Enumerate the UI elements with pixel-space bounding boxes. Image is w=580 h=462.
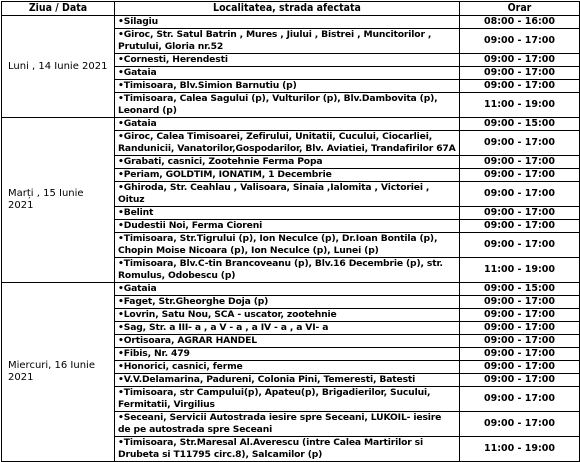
time-cell: 11:00 - 19:00 xyxy=(460,258,580,283)
time-cell: 08:00 - 16:00 xyxy=(460,16,580,29)
time-cell: 09:00 - 17:00 xyxy=(460,220,580,233)
location-cell: •Sag, Str. a III- a , a V - a , a IV - a , a VI- a xyxy=(115,322,460,335)
location-cell: •Gataia xyxy=(115,118,460,131)
location-cell: •Ortisoara, AGRAR HANDEL xyxy=(115,335,460,348)
location-cell: •Timisoara, str Campului(p), Apateu(p), Brigadierilor, Sucului, Fermitatii, Virgilius xyxy=(115,387,460,412)
location-cell: •Fibis, Nr. 479 xyxy=(115,348,460,361)
location-cell: •Lovrin, Satu Nou, SCA - uscator, zootehnie xyxy=(115,309,460,322)
outage-schedule-table xyxy=(1,1,580,462)
location-cell: •Seceani, Servicii Autostrada iesire spre Seceani, LUKOIL- iesire de pe autostrada spre Seceani xyxy=(115,412,460,437)
location-cell: •Gataia xyxy=(115,283,460,296)
location-cell: •V.V.Delamarina, Padureni, Colonia Pini, Temeresti, Batesti xyxy=(115,374,460,387)
location-cell: •Timisoara, Blv.Simion Barnutiu (p) xyxy=(115,80,460,93)
time-cell: 09:00 - 17:00 xyxy=(460,182,580,207)
table-row xyxy=(2,118,580,131)
time-cell: 09:00 - 17:00 xyxy=(460,169,580,182)
time-cell: 09:00 - 15:00 xyxy=(460,118,580,131)
header-time: Orar xyxy=(460,2,580,16)
time-cell: 09:00 - 17:00 xyxy=(460,233,580,258)
time-cell: 09:00 - 17:00 xyxy=(460,54,580,67)
time-cell: 09:00 - 17:00 xyxy=(460,156,580,169)
day-cell: Luni , 14 Iunie 2021 xyxy=(2,16,115,118)
time-cell: 09:00 - 17:00 xyxy=(460,67,580,80)
time-cell: 09:00 - 17:00 xyxy=(460,348,580,361)
location-cell: •Periam, GOLDTIM, IONATIM, 1 Decembrie xyxy=(115,169,460,182)
location-cell: •Honorici, casnici, ferme xyxy=(115,361,460,374)
location-cell: •Timisoara, Str.Maresal Al.Averescu (intre Calea Martirilor si Drubeta si T11795 circ.8), Salcamilor (p) xyxy=(115,437,460,462)
location-cell: •Giroc, Str. Satul Batrin , Mures , Jiului , Bistrei , Muncitorilor , Prutului, Gloria nr.52 xyxy=(115,29,460,54)
time-cell: 09:00 - 17:00 xyxy=(460,309,580,322)
time-cell: 09:00 - 17:00 xyxy=(460,335,580,348)
location-cell: •Ghiroda, Str. Ceahlau , Valisoara, Sinaia ,Ialomita , Victoriei , Oituz xyxy=(115,182,460,207)
location-cell: •Belint xyxy=(115,207,460,220)
time-cell: 11:00 - 19:00 xyxy=(460,437,580,462)
day-cell: Marți , 15 Iunie 2021 xyxy=(2,118,115,283)
time-cell: 09:00 - 17:00 xyxy=(460,29,580,54)
time-cell: 09:00 - 17:00 xyxy=(460,80,580,93)
time-cell: 11:00 - 19:00 xyxy=(460,93,580,118)
location-cell: •Grabati, casnici, Zootehnie Ferma Popa xyxy=(115,156,460,169)
day-cell: Miercuri, 16 Iunie 2021 xyxy=(2,283,115,462)
time-cell: 09:00 - 17:00 xyxy=(460,296,580,309)
time-cell: 09:00 - 15:00 xyxy=(460,283,580,296)
time-cell: 09:00 - 17:00 xyxy=(460,361,580,374)
time-cell: 09:00 - 17:00 xyxy=(460,131,580,156)
time-cell: 09:00 - 17:00 xyxy=(460,412,580,437)
location-cell: •Timisoara, Blv.C-tin Brancoveanu (p), Blv.16 Decembrie (p), str. Romulus, Odobescu (p) xyxy=(115,258,460,283)
time-cell: 09:00 - 17:00 xyxy=(460,387,580,412)
location-cell: •Silagiu xyxy=(115,16,460,29)
location-cell: •Giroc, Calea Timisoarei, Zefirului, Unitatii, Cucului, Ciocarliei, Randunicii, Vanatorilor,Gospodarilor, Blv. Aviatiei, Trandafirilor 67A xyxy=(115,131,460,156)
location-cell: •Dudestii Noi, Ferma Cioreni xyxy=(115,220,460,233)
location-cell: •Timisoara, Str.Tigrului (p), Ion Neculce (p), Dr.Ioan Bontila (p), Chopin Moise Nicoara (p), Ion Neculce (p), Lunei (p) xyxy=(115,233,460,258)
time-cell: 09:00 - 17:00 xyxy=(460,374,580,387)
location-cell: •Cornesti, Herendesti xyxy=(115,54,460,67)
time-cell: 09:00 - 17:00 xyxy=(460,322,580,335)
table-row xyxy=(2,283,580,296)
header-day: Ziua / Data xyxy=(2,2,115,16)
location-cell: •Gataia xyxy=(115,67,460,80)
location-cell: •Faget, Str.Gheorghe Doja (p) xyxy=(115,296,460,309)
location-cell: •Timisoara, Calea Sagului (p), Vulturilor (p), Blv.Dambovita (p), Leonard (p) xyxy=(115,93,460,118)
header-location: Localitatea, strada afectata xyxy=(115,2,460,16)
header-row xyxy=(2,2,580,16)
time-cell: 09:00 - 17:00 xyxy=(460,207,580,220)
table-row xyxy=(2,16,580,29)
